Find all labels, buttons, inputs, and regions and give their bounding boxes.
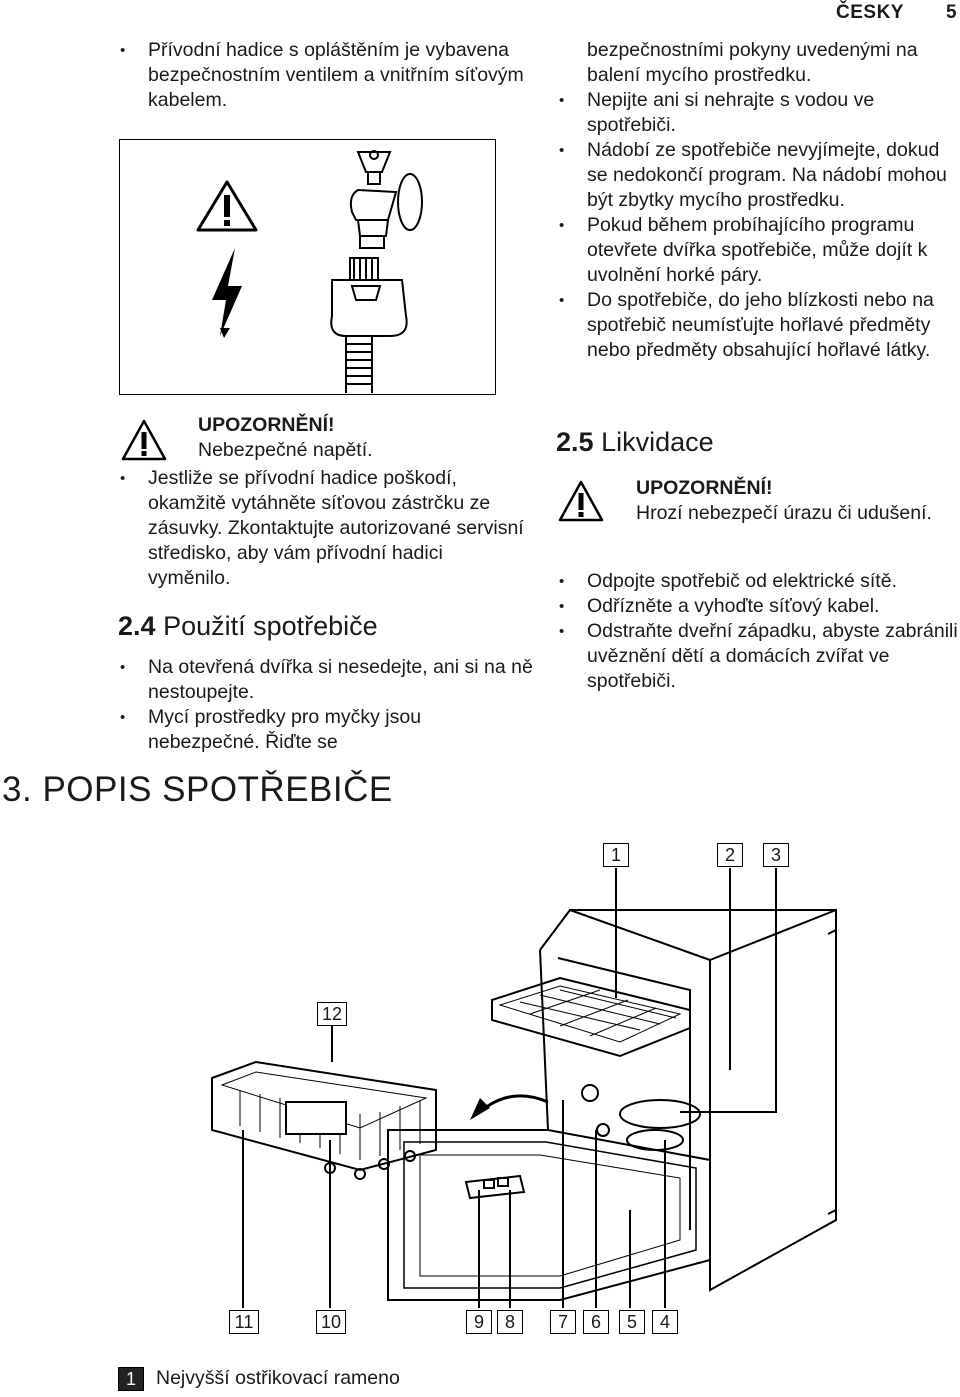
list-item: • Jestliže se přívodní hadice poškodí, okamžitě vytáhněte síťovou zástrčku ze zásuvky. Zkontaktujte autorizované servisní středisko, aby vám přívodní hadici vyměnilo. bbox=[148, 466, 528, 591]
section-number: 2.4 bbox=[118, 611, 156, 641]
callout-2: 2 bbox=[717, 843, 743, 867]
callout-7: 7 bbox=[550, 1310, 576, 1334]
bullets-after-warning bbox=[148, 466, 528, 591]
warning-title: UPOZORNĚNÍ! bbox=[636, 477, 773, 499]
list-item: • Pokud během probíhajícího programu otevřete dvířka spotřebiče, může dojít k uvolnění horké páry. bbox=[587, 213, 960, 288]
list-item: • Do spotřebiče, do jeho blízkosti nebo na spotřebič neumísťujte hořlavé předměty nebo předměty obsahující hořlavé látky. bbox=[587, 288, 960, 363]
warning-triangle-icon bbox=[557, 479, 605, 523]
callout-3: 3 bbox=[763, 843, 789, 867]
dishwasher-diagram bbox=[0, 830, 960, 1310]
warning-text: Hrozí nebezpečí úrazu či udušení. bbox=[636, 502, 932, 524]
callout-1: 1 bbox=[603, 843, 629, 867]
list-item: • Odřízněte a vyhoďte síťový kabel. bbox=[587, 594, 960, 619]
callout-11: 11 bbox=[229, 1310, 259, 1334]
list-item: • Nádobí ze spotřebiče nevyjímejte, dokud se nedokončí program. Na nádobí mohou být zbytky mycího prostředku. bbox=[587, 138, 960, 213]
callout-10: 10 bbox=[316, 1310, 346, 1334]
section-title: POPIS SPOTŘEBIČE bbox=[42, 770, 393, 809]
safety-figure bbox=[119, 139, 496, 395]
legend-label: Nejvyšší ostřikovací rameno bbox=[156, 1367, 400, 1389]
callout-5: 5 bbox=[619, 1310, 645, 1334]
right-column-top bbox=[587, 38, 960, 363]
list-item: • Přívodní hadice s opláštěním je vybavena bezpečnostním ventilem a vnitřním síťovým kabelem. bbox=[148, 38, 528, 113]
section-number: 2.5 bbox=[556, 427, 594, 457]
section-title: Použití spotřebiče bbox=[163, 611, 378, 641]
water-tap-icon bbox=[351, 151, 422, 248]
list-item: • Odpojte spotřebič od elektrické sítě. bbox=[587, 569, 960, 594]
list-item: • Na otevřená dvířka si nesedejte, ani si na ně nestoupejte. bbox=[148, 655, 538, 705]
warning-text: Nebezpečné napětí. bbox=[198, 439, 373, 461]
callout-12: 12 bbox=[317, 1002, 347, 1026]
callout-4: 4 bbox=[652, 1310, 678, 1334]
warning-block bbox=[198, 413, 498, 463]
legend-tag: 1 bbox=[118, 1367, 144, 1391]
hose-icon bbox=[331, 258, 406, 393]
section-2-5-list bbox=[587, 569, 960, 694]
callout-6: 6 bbox=[583, 1310, 609, 1334]
continued-text: bezpečnostními pokyny uvedenými na balení mycího prostředku. bbox=[587, 39, 918, 86]
header-language: ČESKY bbox=[836, 2, 904, 23]
list-item: • Mycí prostředky pro myčky jsou nebezpečné. Řiďte se bbox=[148, 705, 538, 755]
page-number: 5 bbox=[946, 2, 958, 23]
warning-triangle-icon bbox=[120, 418, 168, 462]
arrow-icon bbox=[470, 1098, 490, 1120]
list-item: • Nepijte ani si nehrajte s vodou ve spotřebiči. bbox=[587, 88, 960, 138]
section-heading-2-4 bbox=[118, 611, 378, 642]
tap-hose-illustration bbox=[120, 140, 494, 393]
section-heading-3 bbox=[2, 770, 393, 810]
warning-title: UPOZORNĚNÍ! bbox=[198, 414, 335, 436]
intro-list bbox=[148, 38, 528, 113]
callout-8: 8 bbox=[497, 1310, 523, 1334]
section-2-4-list bbox=[148, 655, 538, 755]
section-number: 3. bbox=[2, 770, 33, 809]
callout-9: 9 bbox=[466, 1310, 492, 1334]
warning-triangle-icon bbox=[198, 182, 256, 230]
lightning-bolt-icon bbox=[212, 248, 242, 338]
list-item: • Odstraňte dveřní západku, abyste zabránili uvěznění dětí a domácích zvířat ve spotřebiči. bbox=[587, 619, 960, 694]
section-title: Likvidace bbox=[601, 427, 714, 457]
warning-block bbox=[636, 476, 936, 526]
section-heading-2-5 bbox=[556, 427, 714, 458]
